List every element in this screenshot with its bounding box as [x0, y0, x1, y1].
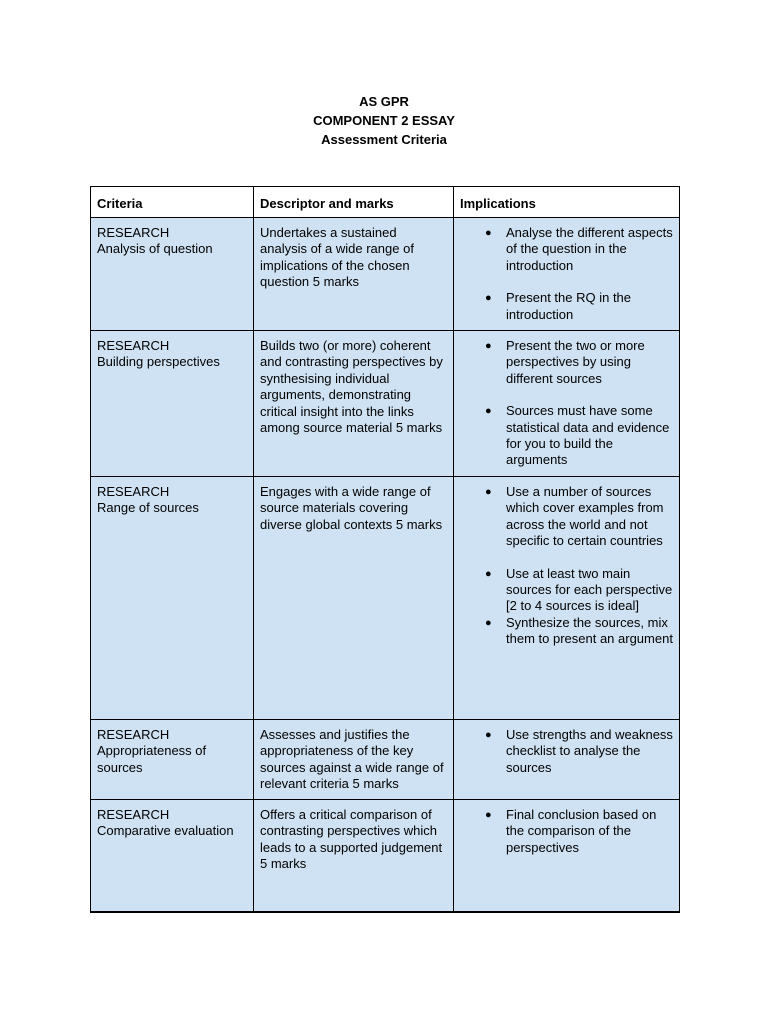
criteria-name: Comparative evaluation	[97, 823, 234, 839]
bullet-icon: ●	[485, 227, 492, 239]
list-item	[485, 565, 673, 615]
list-item	[485, 403, 673, 469]
bullet-icon: ●	[485, 616, 492, 629]
descriptor-cell: Offers a critical comparison of contrasting perspectives which leads to a supported judgement 5 marks	[254, 800, 454, 912]
implication-text: Analyse the different aspects of the question in the introduction	[506, 225, 673, 273]
implications-cell	[454, 331, 680, 477]
implications-cell	[454, 218, 680, 331]
implication-text: Use a number of sources which cover examples from across the world and not specific to certain countries	[506, 484, 664, 549]
implications-list	[460, 225, 673, 323]
implications-list	[460, 807, 673, 856]
criteria-cell	[91, 477, 254, 720]
list-item	[485, 338, 673, 387]
list-item	[485, 727, 673, 776]
implications-list	[460, 727, 673, 776]
implications-cell	[454, 720, 680, 800]
list-item	[485, 807, 673, 856]
bullet-icon: ●	[485, 809, 492, 821]
header-implications: Implications	[454, 187, 680, 218]
bullet-icon: ●	[485, 340, 492, 352]
implication-text: Use strengths and weakness checklist to analyse the sources	[506, 727, 673, 775]
criteria-category: RESEARCH	[97, 225, 170, 240]
criteria-cell	[91, 218, 254, 331]
title-line-3: Assessment Criteria	[321, 132, 447, 147]
list-item	[485, 290, 673, 323]
implications-cell	[454, 477, 680, 720]
descriptor-cell: Undertakes a sustained analysis of a wide range of implications of the chosen question 5 marks	[254, 218, 454, 331]
implication-text: Present the RQ in the introduction	[506, 290, 632, 322]
implication-text: Final conclusion based on the comparison of the perspectives	[506, 807, 657, 855]
criteria-cell	[91, 720, 254, 800]
bullet-icon: ●	[485, 292, 492, 305]
table-row	[91, 218, 680, 331]
criteria-category: RESEARCH	[97, 484, 170, 499]
criteria-cell	[91, 800, 254, 912]
implication-text: Synthesize the sources, mix them to present an argument	[506, 614, 673, 647]
list-item	[485, 225, 673, 274]
table-row	[91, 477, 680, 720]
descriptor-cell: Builds two (or more) coherent and contrasting perspectives by synthesising individual arguments, demonstrating critical insight into the links among source material 5 marks	[254, 331, 454, 477]
header-criteria: Criteria	[91, 187, 254, 218]
table-row	[91, 331, 680, 477]
criteria-name: Appropriateness of sources	[97, 743, 207, 775]
list-item	[485, 484, 673, 550]
descriptor-cell: Assesses and justifies the appropriateness of the key sources against a wide range of relevant criteria 5 marks	[254, 720, 454, 800]
implication-text: Use at least two main sources for each perspective [2 to 4 sources is ideal]	[506, 565, 673, 614]
criteria-category: RESEARCH	[97, 727, 170, 742]
bullet-icon: ●	[485, 405, 492, 418]
bullet-icon: ●	[485, 567, 492, 580]
table-row	[91, 800, 680, 912]
implications-list	[460, 338, 673, 469]
header-descriptor: Descriptor and marks	[254, 187, 454, 218]
assessment-criteria-table	[90, 186, 680, 913]
table-header-row	[91, 187, 680, 218]
criteria-category: RESEARCH	[97, 338, 170, 353]
descriptor-cell: Engages with a wide range of source materials covering diverse global contexts 5 marks	[254, 477, 454, 720]
table-row	[91, 720, 680, 800]
implications-list	[460, 484, 673, 648]
criteria-cell	[91, 331, 254, 477]
title-line-1: AS GPR	[359, 94, 409, 109]
criteria-name: Range of sources	[97, 500, 199, 516]
implications-cell	[454, 800, 680, 912]
bullet-icon: ●	[485, 486, 492, 498]
implication-text: Sources must have some statistical data and evidence for you to build the arguments	[506, 403, 670, 468]
list-item	[485, 614, 673, 648]
criteria-name: Building perspectives	[97, 354, 220, 370]
bullet-icon: ●	[485, 729, 492, 741]
criteria-category: RESEARCH	[97, 807, 170, 822]
implication-text: Present the two or more perspectives by using different sources	[506, 338, 645, 386]
criteria-name: Analysis of question	[97, 241, 213, 257]
document-title	[0, 92, 768, 149]
title-line-2: COMPONENT 2 ESSAY	[313, 113, 455, 128]
